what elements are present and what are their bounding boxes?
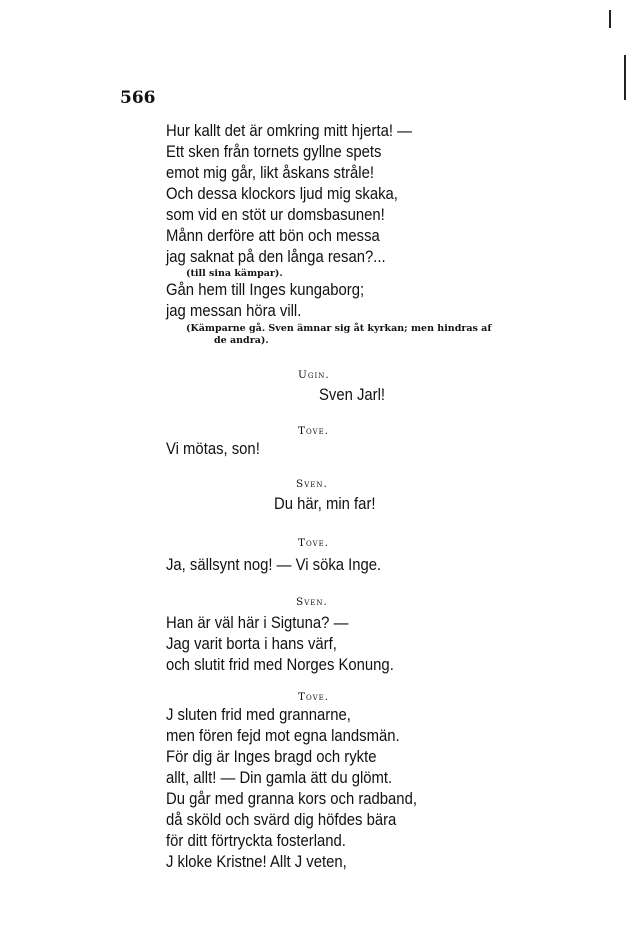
dialogue-line: Du här, min far! xyxy=(274,495,376,513)
verse-line: som vid en stöt ur domsbasunen! xyxy=(166,206,385,224)
verse-line: för ditt förtryckta fosterland. xyxy=(166,832,346,850)
edge-mark xyxy=(609,10,611,28)
verse-line: Ett sken från tornets gyllne spets xyxy=(166,143,382,161)
page-number: 566 xyxy=(120,88,156,108)
dialogue-line: Sven Jarl! xyxy=(319,386,386,404)
verse-line: Gån hem till Inges kungaborg; xyxy=(166,281,365,299)
verse-line: Jag varit borta i hans värf, xyxy=(166,635,337,653)
speaker-name: Tove. xyxy=(298,425,330,437)
speaker-name: Sven. xyxy=(296,478,328,490)
verse-line: J kloke Kristne! Allt J veten, xyxy=(166,853,347,871)
verse-line: allt, allt! — Din gamla ätt du glömt. xyxy=(166,769,393,787)
dialogue-line: Ja, sällsynt nog! — Vi söka Inge. xyxy=(166,556,382,574)
verse-line: emot mig går, likt åskans stråle! xyxy=(166,164,374,182)
verse-line: Han är väl här i Sigtuna? — xyxy=(166,614,349,632)
speaker-name: Sven. xyxy=(296,596,328,608)
verse-line: jag saknat på den långa resan?... xyxy=(166,248,386,266)
verse-line: J sluten frid med grannarne, xyxy=(166,706,351,724)
verse-line: och slutit frid med Norges Konung. xyxy=(166,656,394,674)
verse-block xyxy=(166,613,394,676)
speaker-name: Tove. xyxy=(298,691,330,703)
verse-line: Och dessa klockors ljud mig skaka, xyxy=(166,185,398,203)
verse-block xyxy=(166,121,412,268)
stage-direction: de andra). xyxy=(214,335,269,346)
dialogue-line: Vi mötas, son! xyxy=(166,440,260,458)
verse-line: Du går med granna kors och radband, xyxy=(166,790,417,808)
verse-block xyxy=(166,280,364,322)
verse-line: Hur kallt det är omkring mitt hjerta! — xyxy=(166,122,412,140)
verse-line: Månn derföre att bön och messa xyxy=(166,227,380,245)
verse-line: jag messan höra vill. xyxy=(166,302,302,320)
speaker-name: Tove. xyxy=(298,537,330,549)
verse-line: men fören fejd mot egna landsmän. xyxy=(166,727,400,745)
speaker-name: Ugin. xyxy=(298,369,330,381)
verse-line: För dig är Inges bragd och rykte xyxy=(166,748,377,766)
stage-direction: (till sina kämpar). xyxy=(186,268,283,279)
edge-mark xyxy=(624,55,626,100)
verse-line: då sköld och svärd dig höfdes bära xyxy=(166,811,397,829)
verse-block xyxy=(166,705,417,873)
stage-direction: (Kämparne gå. Sven ämnar sig åt kyrkan; men hindras af xyxy=(186,323,492,334)
